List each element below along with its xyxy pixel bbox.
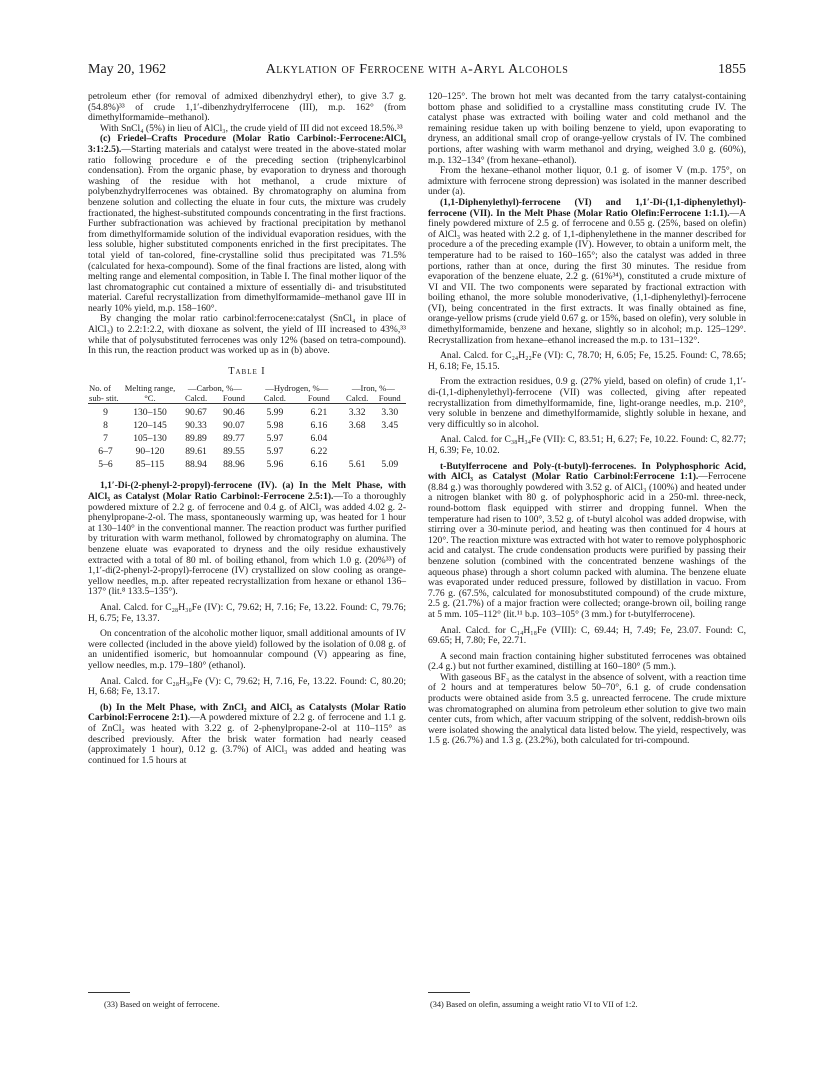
table-cell: 5.61 [348, 458, 366, 470]
paragraph-body: —To a thoroughly powdered mixture of 2.2 g. of ferrocene and 0.4 g. of AlCl₃ was added 4.02 g. 2-phenylpropane-2-ol. The mass, spontaneously warming up, was heated for 1 hour at 130–140° in the conventional manner. The reaction product was further purified by trituration with warm methanol, followed by chromatography on alumina. The benzene eluate was evaporated to dryness and the oily residue exhaustively extracted with a total of 80 ml. of boiling ethanol, from which 1.0 g. (20%³³) of 1,1′-di(2-phenyl-2-propyl)-ferrocene (IV) crystallized on slow cooling as orange-yellow needles, m.p. after repeated recrystallization from hexane or ethanol 136–137° (lit.⁸ 133.5–135°). [88, 491, 406, 598]
table-cell: 5.97 [266, 432, 284, 444]
table-cell: 7 [103, 432, 108, 444]
table-cell: 3.32 [348, 406, 366, 418]
running-header [88, 62, 746, 82]
table-cell: 90–120 [135, 445, 165, 457]
table-cell: 85–115 [135, 458, 165, 470]
table-cell: 6–7 [98, 445, 113, 457]
table-cell: 89.61 [185, 445, 207, 457]
footnote-rule [428, 992, 470, 993]
paragraph: By changing the molar ratio carbinol:ferrocene:catalyst (SnCl₄ in place of AlCl₃) to 2.2:1:2.2, with dioxane as solvent, the yield of III increased to 43%,³³ while that of polysubstituted ferrocenes was only 12% (based on tetra-compound). In this run, the reaction product was worked up as in (b) above. [88, 313, 406, 357]
col-header-melting: Melting range, °C. [124, 383, 176, 404]
col-header-found: Found [378, 393, 401, 404]
paragraph: A second main fraction containing higher substituted ferrocenes was obtained (2.4 g.) but not further examined, distilling at 160–180° (5 mm.). [428, 650, 746, 673]
table-cell: 90.46 [223, 406, 245, 418]
table-cell: 5.99 [266, 406, 284, 418]
table-cell: 8 [103, 419, 108, 431]
col-header-hydrogen: —Hydrogen, %— [265, 383, 329, 394]
table-cell: 88.94 [185, 458, 207, 470]
table-cell: 9 [103, 406, 108, 418]
table-row [88, 406, 406, 419]
table-row [88, 432, 406, 445]
section-heading: (b) In the Melt Phase, with ZnCl₂ and AlCl₃ as Catalysts (Molar Ratio Carbinol:Ferrocene 2:1). [88, 701, 406, 724]
col-header-calcd: Calcd. [346, 393, 369, 404]
paragraph: petroleum ether (for removal of admixed dibenzhydryl ether), to give 3.7 g. (54.8%)³³ of crude 1,1′-dibenzhydrylferrocene (III), m.p. 162° (from dimethylformamide–methanol). [88, 91, 406, 124]
table-cell: 105–130 [133, 432, 167, 444]
table-cell: 5.97 [266, 445, 284, 457]
table-cell: 3.30 [381, 406, 399, 418]
paragraph [88, 134, 406, 314]
paragraph [428, 462, 746, 621]
section-heading: t-Butylferrocene and Poly-(t-butyl)-ferrocenes. In Polyphosphoric Acid, with AlCl₃ as Catalyst (Molar Ratio Carbinol:Ferrocene 1:1). [428, 460, 746, 483]
table-cell: 90.67 [185, 406, 207, 418]
table-cell [374, 445, 406, 458]
paragraph: On concentration of the alcoholic mother liquor, small additional amounts of IV were collected (included in the above yield) followed by the isolation of 0.08 g. of an unidentified isomeric, but homoannular compound (V) appearing as fine, yellow needles, m.p. 179–180° (ethanol). [88, 628, 406, 671]
col-header-iron: —Iron, %— [351, 383, 395, 394]
table-cell [341, 432, 374, 445]
table-cell: 90.33 [185, 419, 207, 431]
table-cell: 89.55 [223, 445, 245, 457]
paragraph: 120–125°. The brown hot melt was decanted from the tarry catalyst-containing bottom phase and solidified to a crystalline mass constituting crude IV. The catalyst phase was extracted with boiling water and cold methanol and the remaining residue taken up with boiling benzene to yield, upon evaporating to dryness, an additional small crop of orange-yellow crystals of IV. The combined portions, after washing with warm methanol and drying, weighed 3.0 g. (60%), m.p. 132–134° (from hexane–ethanol). [428, 91, 746, 166]
footnote-33: (33) Based on weight of ferrocene. [104, 1000, 220, 1009]
table-cell: 3.68 [348, 419, 366, 431]
table-cell: 5.96 [266, 458, 284, 470]
table-cell: 5.98 [266, 419, 284, 431]
paragraph-body: —A finely powdered mixture of 2.5 g. of ferrocene and 0.55 g. (25%, based on olefin) of AlCl₃ was heated with 2.2 g. of 1,1-diphenylethene in the manner described for procedure a of the preceding example (IV). However, to obtain a uniform melt, the temperature had to be raised to 160–165°; also the catalyst was added in three portions, rather than at once, during the first 30 minutes. The residue from evaporation of the benzene eluate, 2.2 g. (61%³⁴), constituted a crude mixture of VI and VII. The two components were separated by fractional extraction with boiling ethanol, the more soluble monoderivative, (1,1-diphenylethyl)-ferrocene (VI), being concentrated in the first extracts. It was finally obtained as fine, orange-yellow prisms (crude yield 0.67 g. or 15%, based on olefin), very soluble in dimethylformamide, benzene and hexane, slightly so in alcohol; m.p. 125–129°. Recrystallization from hexane–ethanol increased the m.p. to 131–132°. [428, 207, 746, 346]
table-cell: 130–150 [133, 406, 167, 418]
paragraph-body: —Ferrocene (8.84 g.) was thoroughly powdered with 3.52 g. of AlCl₃ (100%) and heated under a nitrogen blanket with 80 g. of polyphosphoric acid in a 250-ml. three-neck, round-bottom flask equipped with stirrer and dropping funnel. When the temperature had risen to 100°, 3.52 g. of t-butyl alcohol was added dropwise, with stirring over a 30-minute period, and heating was then continued for 4 hours at 120°. The reaction mixture was extracted with hot water to remove polyphosphoric acid and catalyst. The crude condensation products were purified by passing their benzene solution (combined with the concentrated benzene washings of the aqueous phase) through a short column packed with alumina. The benzene eluate was evaporated under reduced pressure, followed by distillation in vacuo. From 7.76 g. (67.5%, calculated for monosubstituted compound) of the crude mixture, 2.5 g. (21.7%) of a major fraction were collected; orange-brown oil, boiling range at 5 mm. 105–112° (lit.¹¹ b.p. 103–105° (3 mm.) for t-butylferrocene). [428, 471, 746, 620]
col-header-found: Found [222, 393, 245, 404]
paragraph [428, 198, 746, 346]
analysis-line: Anal. Calcd. for C₂₄H₂₂Fe (VI): C, 78.70; H, 6.05; Fe, 15.25. Found: C, 78.65; H, 6.18; Fe, 15.15. [428, 350, 746, 372]
analysis-line: Anal. Calcd. for C₁₄H₁₈Fe (VIII): C, 69.44; H, 7.49; Fe, 23.07. Found: C, 69.65; H, 7.80; Fe, 22.71. [428, 624, 746, 647]
header-title: Alkylation of Ferrocene with α-Aryl Alcohols [265, 62, 569, 77]
section-heading: 1,1′-Di-(2-phenyl-2-propyl)-ferrocene (IV). (a) In the Melt Phase, with AlCl₃ as Catalyst (Molar Ratio Carbinol:-Ferrocene 2.5:1). [88, 480, 406, 503]
table-cell: 88.96 [223, 458, 245, 470]
section-heading: (c) Friedel–Crafts Procedure (Molar Ratio Carbinol:-Ferrocene:AlCl₃ 3:1:2.5). [88, 133, 406, 155]
table-row [88, 458, 406, 471]
header-date: May 20, 1962 [88, 62, 167, 77]
paragraph-body: —A powdered mixture of 2.2 g. of ferrocene and 1.1 g. of ZnCl₂ was heated with 3.22 g. of 2-phenylpropane-2-ol at 110–115° as described previously. After the brisk water formation had nearly ceased (approximately 1 hour), 0.12 g. (3.7%) of AlCl₃ was added and heating was continued for 1.5 hours at [88, 712, 406, 766]
right-column [428, 92, 746, 747]
table-1 [88, 383, 406, 471]
table-cell: 3.45 [381, 419, 399, 431]
table-cell: 89.77 [223, 432, 245, 444]
table-cell: 5–6 [98, 458, 113, 470]
table-cell: 6.16 [310, 419, 328, 431]
table-cell: 89.89 [185, 432, 207, 444]
left-column [88, 92, 406, 766]
paragraph [88, 703, 406, 767]
table-cell: 6.21 [310, 406, 328, 418]
table-cell: 6.22 [310, 445, 328, 457]
col-header-carbon: —Carbon, %— [187, 383, 242, 394]
paragraph [88, 481, 406, 598]
col-header-calcd: Calcd. [184, 393, 208, 404]
analysis-line: Anal. Calcd. for C₂₈H₃₀Fe (V): C, 79.62; H, 7.16, Fe, 13.22. Found: C, 80.20; H, 6.68; Fe, 13.17. [88, 675, 406, 698]
footnote-34: (34) Based on olefin, assuming a weight ratio VI to VII of 1:2. [430, 1000, 638, 1009]
footnote-rule [88, 992, 130, 993]
table-cell: 6.04 [310, 432, 328, 444]
paragraph: With gaseous BF₃ as the catalyst in the absence of solvent, with a reaction time of 2 hours and at temperatures below 50–70°, 6.1 g. of crude condensation products were obtained aside from 3.5 g. unreacted ferrocene. The crude mixture was chromatographed on alumina from petroleum ether solution to give two main center cuts, from which, after vacuum stripping of the solvent, reddish-brown oils were isolated showing the analytical data listed below. The yield, respectively, was 1.5 g. (26.7%) and 1.3 g. (23.2%), both calculated for tri-compound. [428, 671, 746, 747]
section-heading: (1,1-Diphenylethyl)-ferrocene (VI) and 1,1′-Di-(1,1-diphenylethyl)-ferrocene (VII). In the Melt Phase (Molar Ratio Olefin:Ferrocene 1:1.1). [428, 196, 746, 219]
col-header-found: Found [307, 393, 330, 404]
table-cell [341, 445, 374, 458]
paragraph: From the extraction residues, 0.9 g. (27% yield, based on olefin) of crude 1,1′-di-(1,1-diphenylethyl)-ferrocene (VII) was collected, giving after repeated recrystallization from dimethylformamide, fine, light-orange needles, m.p. 210°, very soluble in benzene and dimethylformamide, slightly soluble in hexane, and very difficultly so in alcohol. [428, 376, 746, 430]
table-row [88, 445, 406, 458]
analysis-line: Anal. Calcd. for C₃₈H₃₄Fe (VII): C, 83.51; H, 6.27; Fe, 10.22. Found: C, 82.77; H, 6.39; Fe, 10.02. [428, 434, 746, 456]
page-number: 1855 [718, 62, 746, 77]
col-header-substit: No. of sub- stit. [89, 383, 119, 404]
paragraph: From the hexane–ethanol mother liquor, 0.1 g. of isomer V (m.p. 175°, on admixture with ferrocene strong depression) was isolated in the manner described under (a). [428, 165, 746, 198]
table-title: Table I [228, 365, 266, 377]
table-cell [374, 432, 406, 445]
table-cell: 6.16 [310, 458, 328, 470]
paragraph: With SnCl₄ (5%) in lieu of AlCl₃, the crude yield of III did not exceed 18.5%.³³ [100, 122, 403, 134]
table-cell: 90.07 [223, 419, 245, 431]
table-cell: 5.09 [381, 458, 399, 470]
col-header-calcd: Calcd. [263, 393, 286, 404]
analysis-line: Anal. Calcd. for C₂₈H₃₀Fe (IV): C, 79.62; H, 7.16; Fe, 13.22. Found: C, 79.76; H, 6.75; Fe, 13.37. [88, 601, 406, 624]
paragraph-body: —Starting materials and catalyst were treated in the above-stated molar ratio following procedure e of the preceding section (triphenylcarbinol condensation). From the organic phase, by evaporation to dryness and thorough washing of the residue with hot methanol, a crude mixture of polybenzhydrylferrocenes was obtained. By chromatography on alumina from benzene solution and collecting the eluate in four cuts, the mixture was crudely fractionated, the highest-substituted compounds concentrating in the first fractions. Further subfractionation was achieved by fractional precipitation by methanol from dimethylformamide solution of the individual evaporation residues, with the less soluble, higher substituted components enriched in the first precipitates. The total yield of tan-colored, fine-crystalline solid thus precipitated was 71.5% (calculated for hexa-compound). Some of the final fractions are listed, along with melting range and elemental composition, in Table I. The final mother liquor of the last chromatographic cut contained a mixture of essentially di- and trisubstituted material. Careful recrystallization from dimethylformamide–methanol gave III in nearly 10% yield, m.p. 158–160°. [88, 143, 406, 314]
table-cell: 120–145 [133, 419, 167, 431]
table-row [88, 419, 406, 432]
table-body [88, 406, 406, 471]
